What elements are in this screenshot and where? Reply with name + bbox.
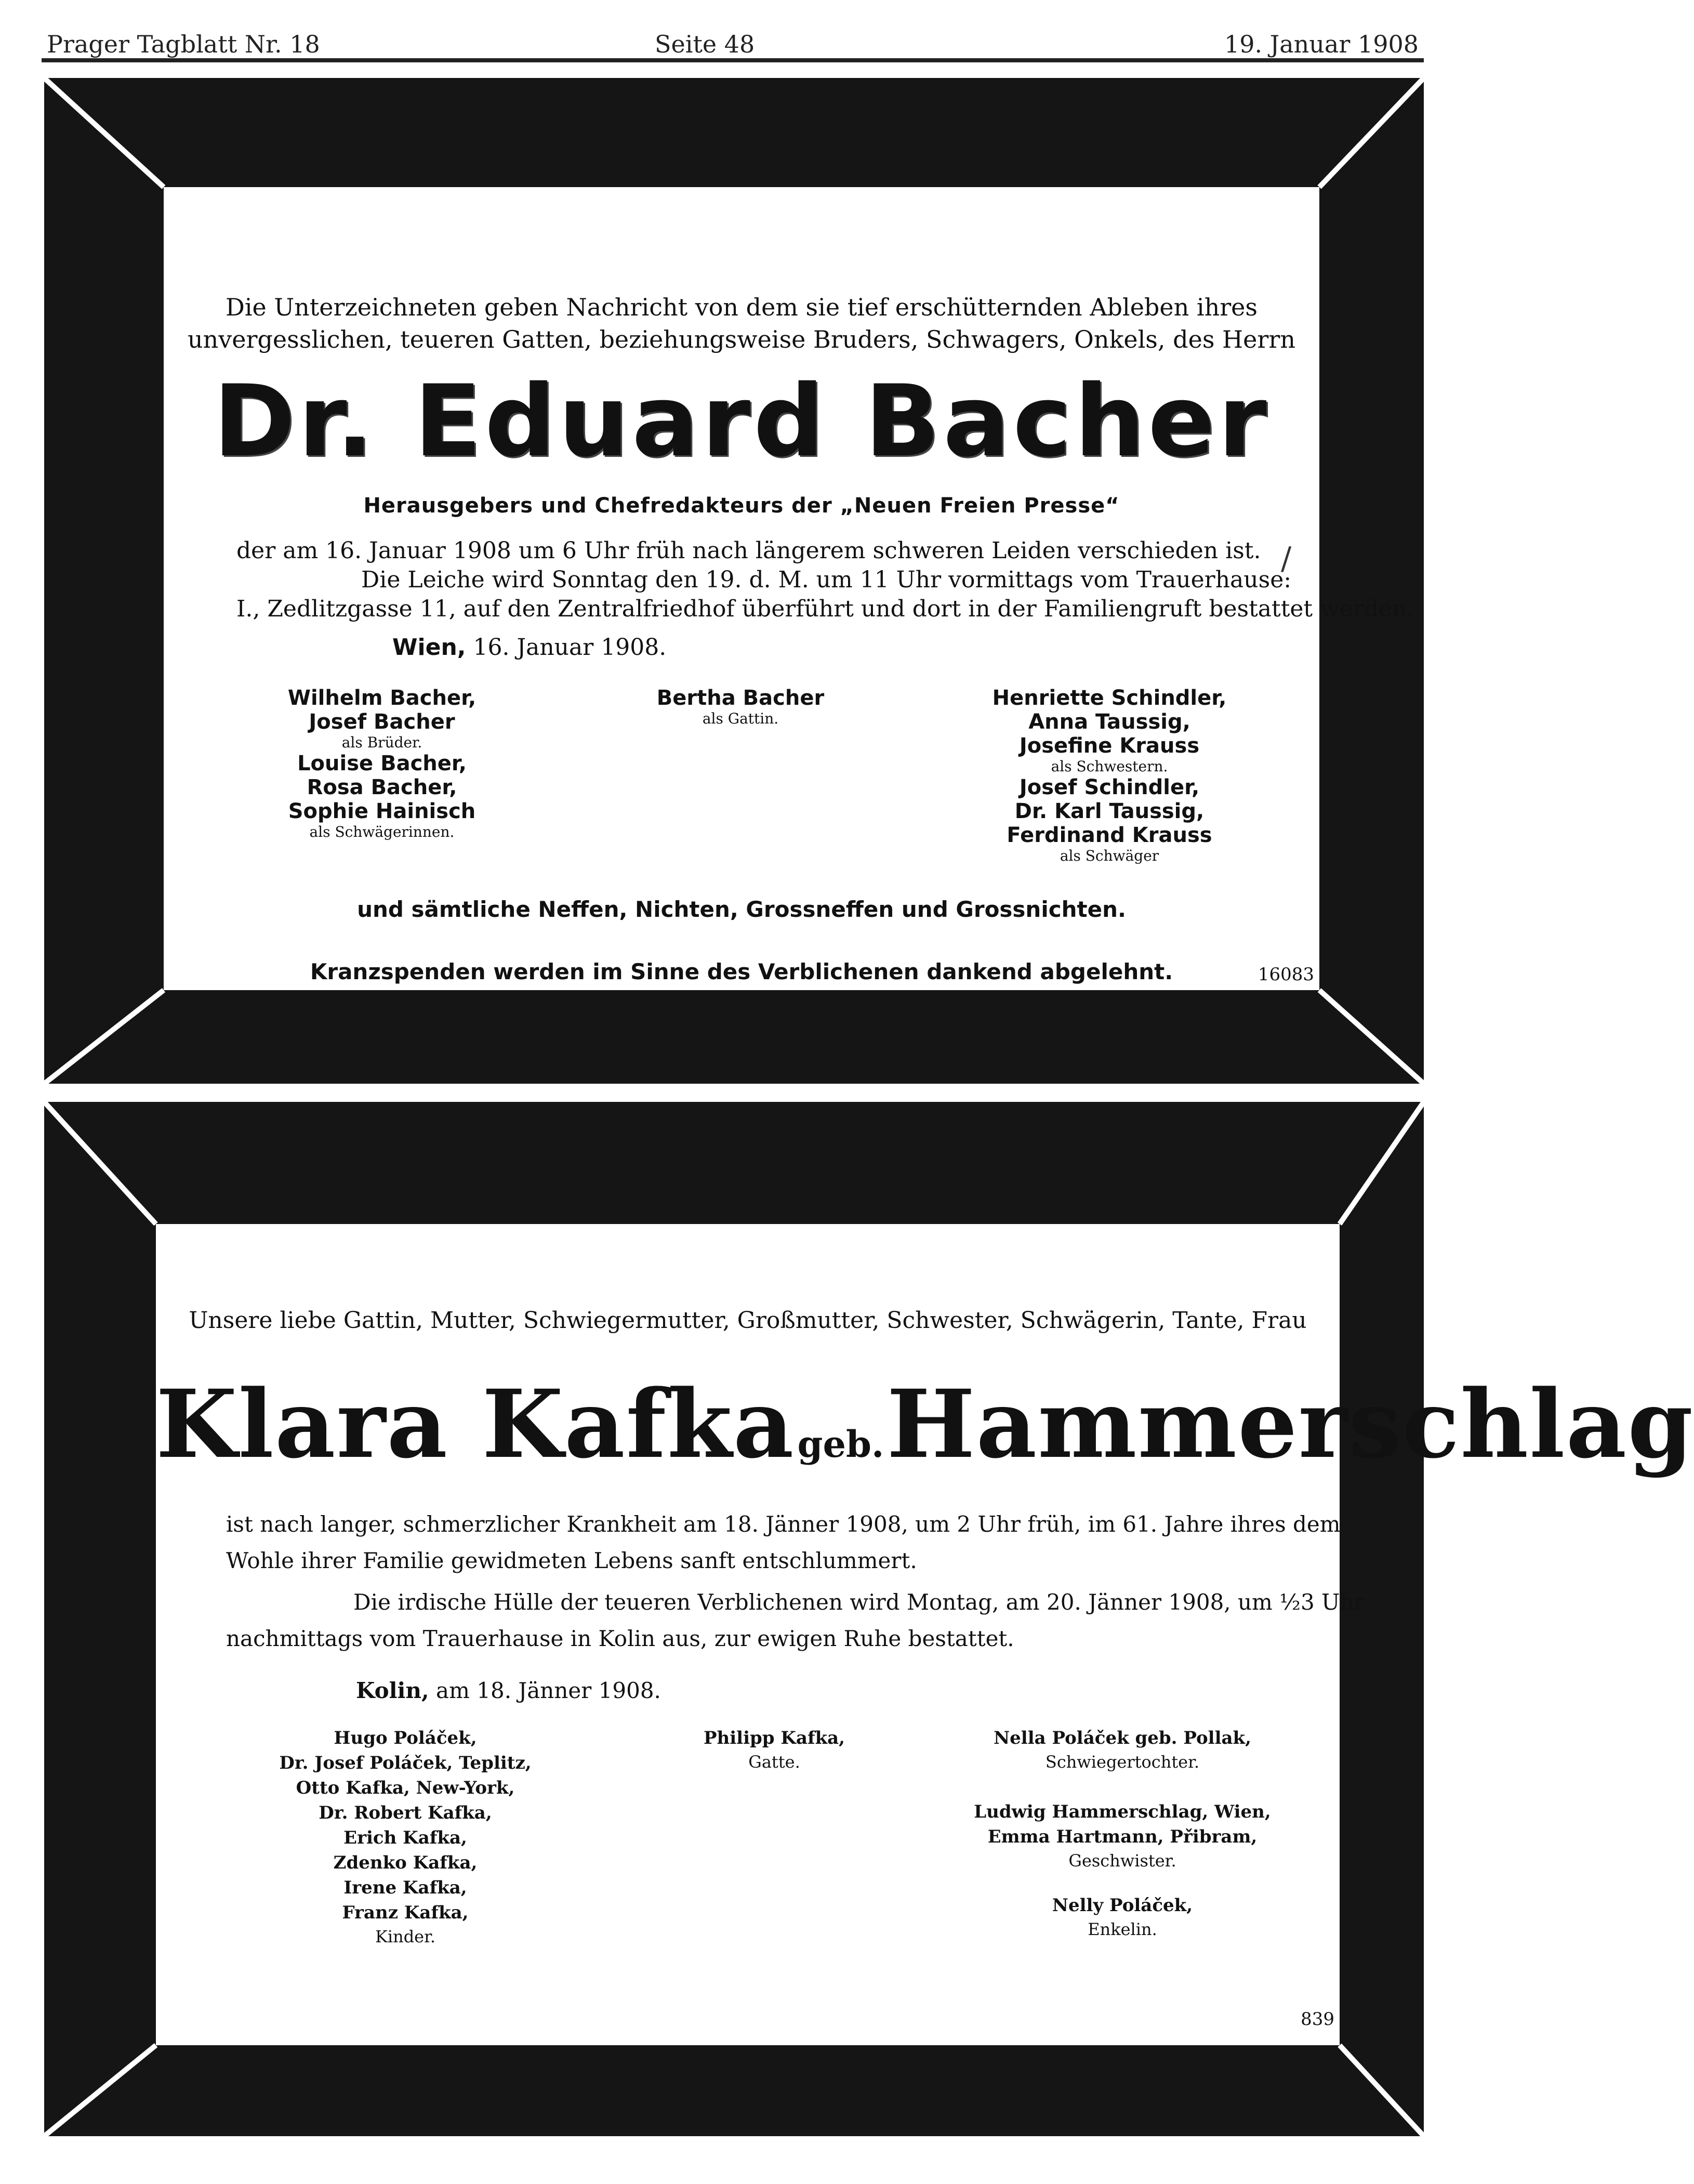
deceased-name: Klara Kafka	[156, 1370, 795, 1479]
mourner-name: Nelly Poláček,	[1052, 1895, 1193, 1916]
body-line: der am 16. Januar 1908 um 6 Uhr früh nach längerem schweren Leiden verschieden ist.	[236, 537, 1261, 564]
maiden-name: Hammerschlag	[886, 1370, 1694, 1479]
obituary-notice-bacher	[44, 78, 1424, 1084]
nee-label: geb.	[797, 1423, 884, 1466]
place-name: Kolin,	[356, 1678, 429, 1703]
closing-line: Kranzspenden werden im Sinne des Verblichenen dankend abgelehnt.	[310, 959, 1173, 984]
ad-reference-number: 839	[1301, 2009, 1334, 2030]
deceased-name-block	[156, 1370, 1694, 1479]
relation-label: Enkelin.	[1088, 1919, 1157, 1939]
mourners-column-left	[257, 686, 507, 841]
body-line: nachmittags vom Trauerhause in Kolin aus, zur ewigen Ruhe bestattet.	[226, 1626, 1014, 1651]
body-line: Die Leiche wird Sonntag den 19. d. M. um 11 Uhr vormittags vom Trauerhause:	[361, 567, 1292, 593]
mourner-name: Anna Taussig,	[1028, 710, 1190, 734]
relation-label: als Schwägerinnen.	[309, 823, 455, 840]
mourners-column-left	[260, 1726, 551, 1948]
relation-label: als Gattin.	[702, 710, 779, 727]
place-name: Wien,	[392, 634, 466, 661]
mourner-name: Sophie Hainisch	[288, 799, 476, 823]
mourner-name: Josef Schindler,	[1019, 775, 1200, 799]
notice-panel	[164, 187, 1414, 990]
relation-label: Kinder.	[375, 1927, 436, 1946]
relation-label: als Schwestern.	[1051, 758, 1168, 775]
deceased-name: Dr. Eduard Bacher	[213, 364, 1270, 479]
relation-label: Schwiegertochter.	[1045, 1752, 1200, 1772]
mourner-name: Ferdinand Krauss	[1007, 823, 1212, 847]
page-header	[47, 30, 1419, 61]
mourner-name: Louise Bacher,	[297, 752, 467, 775]
mourner-name: Dr. Karl Taussig,	[1014, 799, 1205, 823]
relation-label: als Schwäger	[1060, 847, 1159, 864]
mourner-name: Josef Bacher	[309, 710, 455, 734]
mourner-name: Bertha Bacher	[656, 686, 825, 710]
notice-date: 16. Januar 1908.	[473, 634, 667, 661]
obituary-notice-kafka	[44, 1102, 1694, 2136]
mourner-name: Otto Kafka, New-York,	[296, 1778, 515, 1798]
ad-reference-number: 16083	[1258, 964, 1314, 985]
mourner-name: Emma Hartmann, Přibram,	[987, 1826, 1258, 1847]
mourner-name: Erich Kafka,	[343, 1827, 467, 1848]
mourner-name: Irene Kafka,	[343, 1877, 467, 1898]
intro-line: Die Unterzeichneten geben Nachricht von dem sie tief erschütternden Ableben ihres	[225, 293, 1258, 321]
body-line: I., Zedlitzgasse 11, auf den Zentralfriedhof überführt und dort in der Familiengruft bestattet werden.	[236, 596, 1414, 622]
body-line: ist nach langer, schmerzlicher Krankheit am 18. Jänner 1908, um 2 Uhr früh, im 61. Jahre ihres dem	[226, 1511, 1341, 1537]
mourner-name: Henriette Schindler,	[992, 686, 1227, 710]
mourner-name: Rosa Bacher,	[307, 775, 457, 799]
intro-line: Unsere liebe Gattin, Mutter, Schwiegermutter, Großmutter, Schwester, Schwägerin, Tante, Frau	[189, 1307, 1307, 1334]
mourners-column-center	[655, 1726, 894, 1773]
relation-label: als Brüder.	[341, 734, 422, 751]
body-line: Die irdische Hülle der teueren Verblichenen wird Montag, am 20. Jänner 1908, um ½3 Uhr	[353, 1589, 1365, 1615]
mourner-name: Wilhelm Bacher,	[287, 686, 477, 710]
mourner-name: Hugo Poláček,	[334, 1728, 477, 1748]
mourner-name: Josefine Krauss	[1019, 734, 1200, 758]
mourner-name: Dr. Josef Poláček, Teplitz,	[279, 1753, 532, 1773]
body-line: Wohle ihrer Familie gewidmeten Lebens sanft entschlummert.	[226, 1548, 917, 1573]
page-number: Seite 48	[655, 30, 755, 58]
closing-line: und sämtliche Neffen, Nichten, Grossneffen und Grossnichten.	[357, 897, 1126, 922]
header-rule	[42, 58, 1424, 62]
place-date	[392, 634, 666, 661]
notice-date: am 18. Jänner 1908.	[436, 1678, 661, 1703]
newspaper-issue: Prager Tagblatt Nr. 18	[47, 30, 320, 58]
mourner-name: Philipp Kafka,	[703, 1728, 845, 1748]
mourners-column-center	[621, 686, 860, 728]
mourners-column-right	[967, 1726, 1278, 1941]
mourners-column-right	[964, 686, 1255, 865]
deceased-title: Herausgebers und Chefredakteurs der „Neuen Freien Presse“	[363, 494, 1120, 518]
notice-panel	[156, 1224, 1694, 2045]
mourner-name: Ludwig Hammerschlag, Wien,	[974, 1801, 1271, 1822]
stray-mark: /	[1281, 541, 1292, 577]
mourner-name: Nella Poláček geb. Pollak,	[994, 1728, 1251, 1748]
mourner-name: Franz Kafka,	[342, 1902, 469, 1923]
relation-label: Gatte.	[748, 1752, 800, 1772]
relation-label: Geschwister.	[1068, 1851, 1176, 1871]
place-date	[356, 1676, 661, 1705]
mourner-name: Zdenko Kafka,	[333, 1852, 478, 1873]
issue-date: 19. Januar 1908	[1224, 30, 1419, 58]
intro-line: unvergesslichen, teueren Gatten, beziehungsweise Bruders, Schwagers, Onkels, des Herrn	[188, 325, 1295, 353]
mourner-name: Dr. Robert Kafka,	[319, 1803, 492, 1823]
